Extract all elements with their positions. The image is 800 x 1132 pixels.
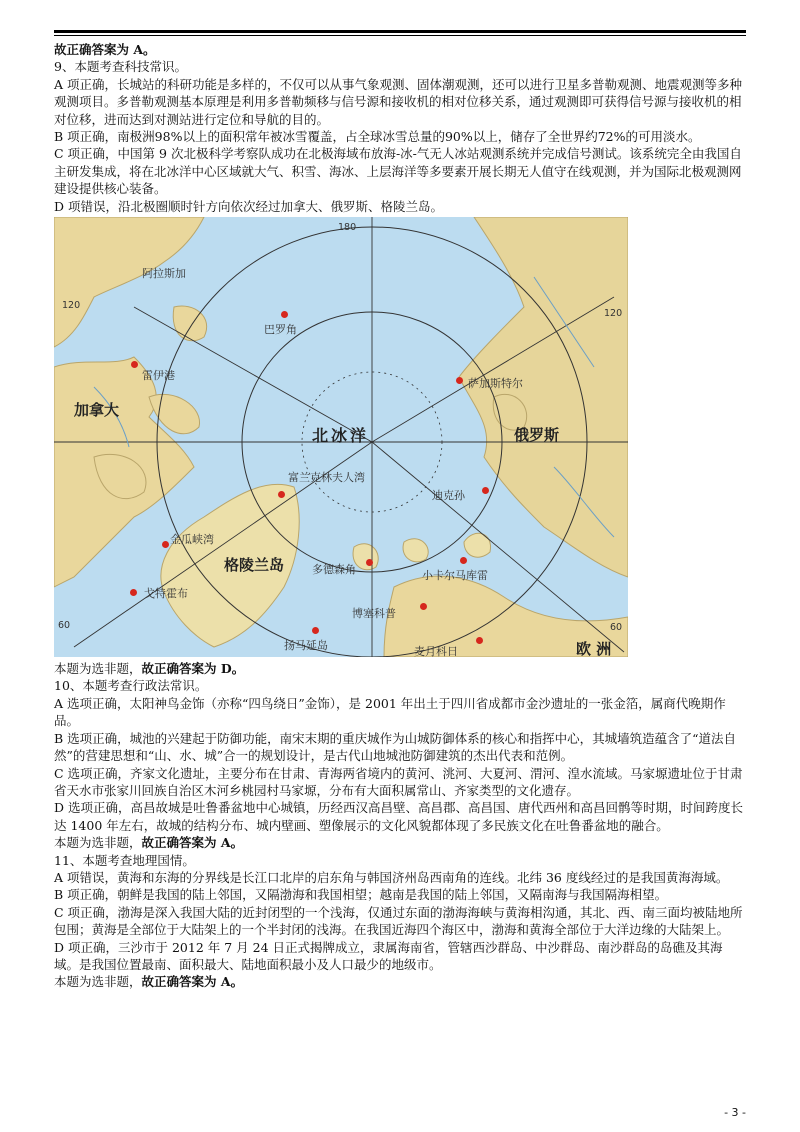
header-rule-thick [54,30,746,33]
meridian-120-right-label: 120 [604,308,623,320]
bodo-label: 博塞科普 [352,607,396,621]
page-number: - 3 - [724,1106,746,1119]
meridian-180-label: 180 [338,222,357,234]
europe-label: 欧 洲 [576,640,612,658]
bottom-label: 麦月科日 [414,645,458,658]
meridian-120-left-label: 120 [62,300,81,312]
q10-option-b: B 选项正确，城池的兴建起于防御功能，南宋末期的重庆城作为山城防御体系的核心和指挥中心，其城墙筑造蕴含了“道法自然”的营建思想和“山、水、城”合一的规划设计，是古代山地城池防御建筑的杰出代表和范例。 [54,730,737,764]
kara-marker [460,557,467,564]
thule-marker [162,541,169,548]
q9-conclusion: 本题为选非题，故正确答案为 D。 [54,661,245,677]
meridian-60-right-label: 60 [610,622,623,634]
q9-header: 9、本题考查科技常识。 [54,59,187,75]
canada-label: 加拿大 [74,401,120,420]
jan-mayen-marker [312,627,319,634]
greenland-label: 格陵兰岛 [224,556,285,575]
dodel-label: 多德森角 [312,563,356,577]
q9-option-d: D 项错误，沿北极圈顺时针方向依次经过加拿大、俄罗斯、格陵兰岛。 [54,198,443,214]
q11-conclusion: 本题为选非题，故正确答案为 A。 [54,974,244,990]
resolute-label: 雷伊港 [142,369,175,383]
bottom-marker [476,637,483,644]
q11-option-c: C 项正确，渤海是深入我国大陆的近封闭型的一个浅海，仅通过东面的渤海海峡与黄海相沟通，其北、西、南三面均被陆地所包围；黄海是全部位于大陆架上的一个半封闭的浅海。在我国近海四个海区中，渤海和黄海全部位于大洋边缘的大陆架上。 [54,904,743,938]
franklin-label: 富兰克林夫人湾 [288,471,365,485]
document-body [54,41,746,991]
q10-option-d: D 选项正确，高昌故城是吐鲁番盆地中心城镇，历经西汉高昌壁、高昌郡、高昌国、唐代西州和高昌回鹘等时期，时间跨度长达 1400 年左右，故城的结构分布、城内壁画、塑像展示的文化风貌都体现了多民族文化在吐鲁番盆地的融合。 [54,800,743,833]
godthab-label: 戈特霍布 [144,587,188,601]
sabetta-label: 萨加斯特尔 [468,377,523,391]
q9-option-b: B 项正确，南极洲98%以上的面积常年被冰雪覆盖，占全球冰雪总量的90%以上，储存了全世界约72%的可用淡水。 [54,129,701,145]
q9-option-a: A 项正确，长城站的科研功能是多样的，不仅可以从事气象观测、固体潮观测，还可以进行卫星多普勒观测、地震观测等多种观测项目。多普勒观测基本原理是利用多普勒频移与信号源和接收机的相对位移关系，通过观测即可获得信号源与接收机的相对位移，进而达到对测站进行定位和导航的目的。 [54,76,743,127]
q11-option-d: D 项正确，三沙市于 2012 年 7 月 24 日正式揭牌成立，隶属海南省，管辖西沙群岛、中沙群岛、南沙群岛的岛礁及其海域。是我国位置最南、面积最大、陆地面积最小及人口最少的地级市。 [54,939,723,972]
dodel-marker [366,559,373,566]
q11-header: 11、本题考查地理国情。 [54,852,195,868]
q10-conclusion: 本题为选非题，故正确答案为 A。 [54,835,244,851]
arctic-map [54,217,628,657]
header-rule-thin [54,35,746,36]
alaska-label: 阿拉斯加 [142,267,186,281]
kara-label: 小卡尔马库雷 [422,569,488,583]
bodo-marker [420,603,427,610]
franklin-marker [278,491,285,498]
q10-option-c: C 选项正确，齐家文化遗址，主要分布在甘肃、青海两省境内的黄河、洮河、大夏河、渭河、湟水流域。马家塬遗址位于甘肃省天水市张家川回族自治区木河乡桃园村马家塬，分布有大面积属常山、齐家类型的文化遗存。 [54,765,743,798]
resolute-marker [131,361,138,368]
q9-prev-answer: 故正确答案为 A。 [54,42,156,57]
q9-option-c: C 项正确，中国第 9 次北极科学考察队成功在北极海域布放海-冰-气无人冰站观测系统并完成信号测试。该系统完全由我国自主研发集成，将在北冰洋中心区域就大气、积雪、海冰、上层海洋等多要素开展长期无人值守在线观测，并为国际北极观测网建设提供核心装备。 [54,146,742,197]
thule-label: 金瓜峡湾 [170,533,214,547]
dickson-marker [482,487,489,494]
godthab-marker [130,589,137,596]
sabetta-marker [456,377,463,384]
dickson-label: 迪克孙 [432,489,465,503]
meridian-60-left-label: 60 [58,620,71,632]
q10-header: 10、本题考查行政法常识。 [54,678,208,694]
russia-label: 俄罗斯 [514,426,560,445]
q11-option-b: B 项正确，朝鲜是我国的陆上邻国，又隔渤海和我国相望；越南是我国的陆上邻国，又隔南海与我国隔海相望。 [54,887,668,903]
jan-mayen-label: 扬马延岛 [284,639,328,653]
barrow-marker [281,311,288,318]
q10-option-a: A 选项正确，太阳神鸟金饰（亦称“四鸟绕日”金饰），是 2001 年出土于四川省成都市金沙遗址的一张金箔，属商代晚期作品。 [54,695,726,729]
ocean-label: 北冰洋 [312,426,370,446]
q11-option-a: A 项错误，黄海和东海的分界线是长江口北岸的启东角与韩国济州岛西南角的连线。北纬 36 度线经过的是我国黄海海域。 [54,869,729,885]
barrow-label: 巴罗角 [264,323,297,337]
